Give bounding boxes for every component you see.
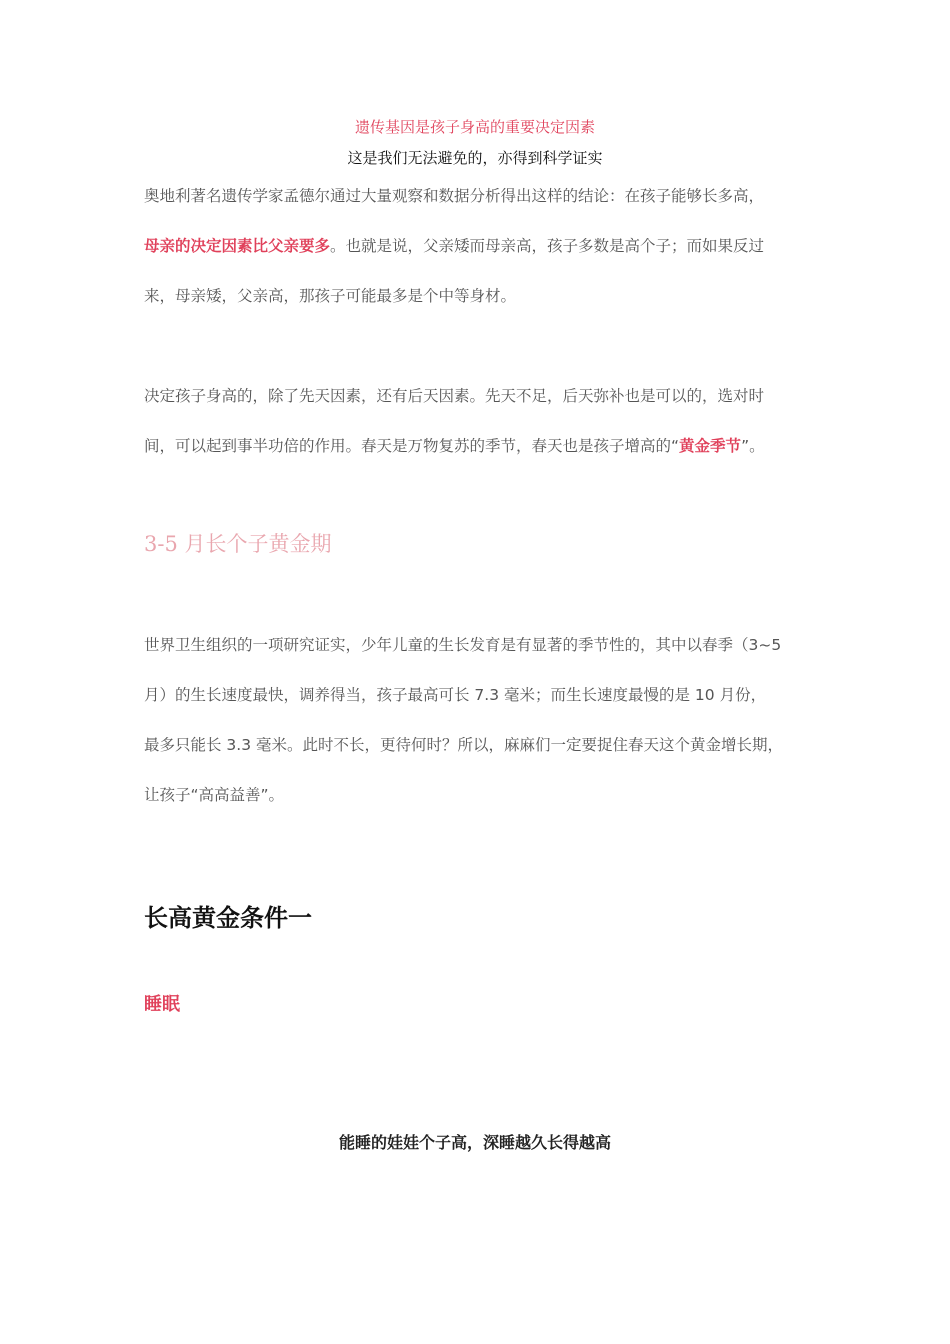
- paragraph-line: 决定孩子身高的，除了先天因素，还有后天因素。先天不足，后天弥补也是可以的，选对时: [144, 387, 765, 405]
- subtitle-heredity: 遗传基因是孩子身高的重要决定因素: [354, 118, 595, 136]
- paragraph-line: 最多只能长 3.3 毫米。此时不长，更待何时？所以，麻麻们一定要捉住春天这个黄金增长期，: [144, 736, 784, 754]
- paragraph-text: 间，可以起到事半功倍的作用。春天是万物复苏的季节，春天也是孩子增高的“: [144, 437, 680, 455]
- paragraph-line: 月）的生长速度最快，调养得当，孩子最高可长 7.3 毫米；而生长速度最慢的是 10 月份，: [144, 686, 767, 704]
- highlight-text: 黄金季节: [679, 437, 742, 455]
- highlight-text: 母亲的决定因素比父亲要多: [144, 237, 331, 255]
- label-sleep: 睡眠: [144, 994, 180, 1015]
- paragraph-text: ”。: [741, 437, 765, 455]
- paragraph-line: 来，母亲矮，父亲高，那孩子可能最多是个中等身材。: [144, 287, 517, 305]
- paragraph-line: [144, 234, 764, 256]
- subtitle-science: 这是我们无法避免的，亦得到科学证实: [347, 149, 603, 167]
- paragraph-line: [144, 434, 765, 456]
- paragraph-line: 让孩子“高高益善”。: [144, 786, 285, 804]
- paragraph-line: 世界卫生组织的一项研究证实，少年儿童的生长发育是有显著的季节性的，其中以春季（3~5: [144, 636, 782, 654]
- heading-condition-one: 长高黄金条件一: [144, 904, 312, 932]
- paragraph-text: 。也就是说，父亲矮而母亲高，孩子多数是高个子；而如果反过: [330, 237, 765, 255]
- caption-sleep: 能睡的娃娃个子高，深睡越久长得越高: [338, 1133, 611, 1152]
- section-title-golden-period: 3-5 月长个子黄金期: [144, 532, 332, 556]
- paragraph-line: 奥地利著名遗传学家孟德尔通过大量观察和数据分析得出这样的结论：在孩子能够长多高，: [144, 187, 765, 205]
